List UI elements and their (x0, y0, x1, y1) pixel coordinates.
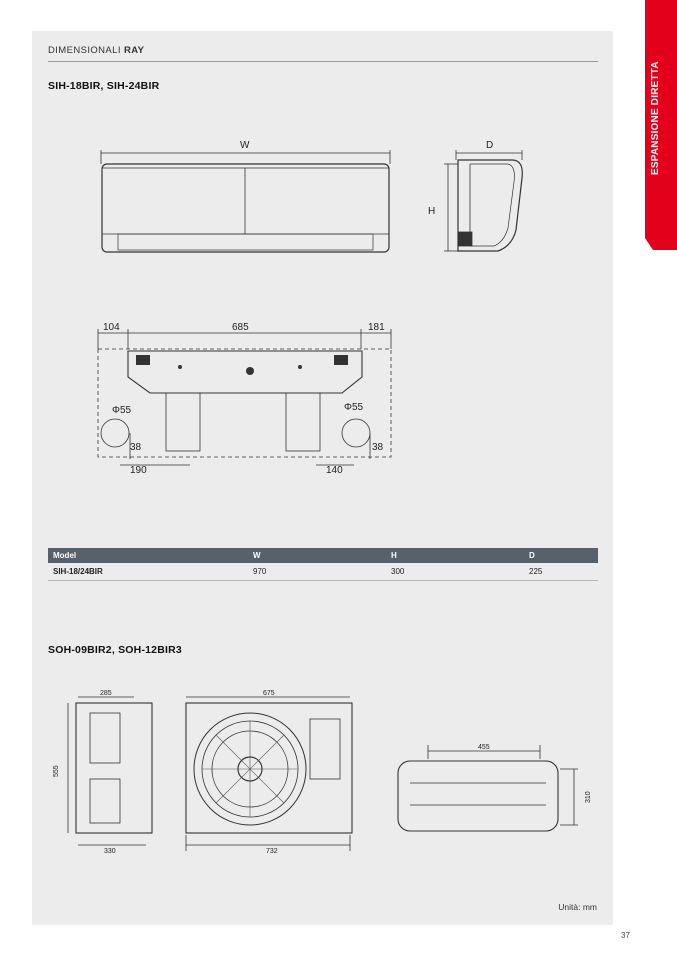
dim-left: 104 (103, 322, 120, 333)
dim-bottom-left: 190 (130, 465, 147, 476)
cell-w: 970 (248, 563, 386, 581)
side-height-dim: 555 (53, 765, 60, 777)
cell-h: 300 (386, 563, 524, 581)
side-top-dim: 285 (100, 690, 112, 697)
header-product: RAY (123, 45, 145, 56)
outdoor-unit-drawing (0, 685, 600, 855)
front-top-dim: 675 (263, 690, 275, 697)
page-header (48, 45, 598, 56)
dim-v-left: 38 (130, 442, 142, 453)
dim-w-label: W (240, 140, 250, 151)
side-tab-label: ESPANSIONE DIRETTA (650, 61, 661, 175)
col-d: D (524, 548, 598, 563)
hole-left-label: Φ55 (112, 405, 132, 416)
dim-v-right: 38 (372, 442, 384, 453)
top-width-dim: 455 (478, 744, 490, 751)
dim-bottom-right: 140 (326, 465, 343, 476)
dim-h-label: H (428, 206, 436, 217)
spec-table (48, 548, 598, 581)
outdoor-title: SOH-09BIR2, SOH-12BIR3 (48, 644, 182, 656)
cell-d: 225 (524, 563, 598, 581)
mounting-plate-drawing (0, 315, 420, 480)
header-section: DIMENSIONALI (48, 45, 121, 56)
cell-model: SIH-18/24BIR (48, 563, 248, 581)
indoor-unit-drawing (0, 130, 560, 260)
header-divider (48, 61, 598, 62)
col-h: H (386, 548, 524, 563)
hole-right-label: Φ55 (344, 402, 364, 413)
page-number: 37 (621, 931, 630, 940)
front-bottom-dim: 732 (266, 848, 278, 855)
dim-right: 181 (368, 322, 385, 333)
top-depth-dim: 310 (585, 791, 592, 803)
indoor-title: SIH-18BIR, SIH-24BIR (48, 80, 160, 92)
dim-center: 685 (232, 322, 249, 333)
unit-note: Unità: mm (558, 902, 597, 912)
col-model: Model (48, 548, 248, 563)
col-w: W (248, 548, 386, 563)
spec-table-header (48, 548, 598, 563)
table-row (48, 563, 598, 581)
dim-d-label: D (486, 140, 494, 151)
side-bottom-dim: 330 (104, 848, 116, 855)
